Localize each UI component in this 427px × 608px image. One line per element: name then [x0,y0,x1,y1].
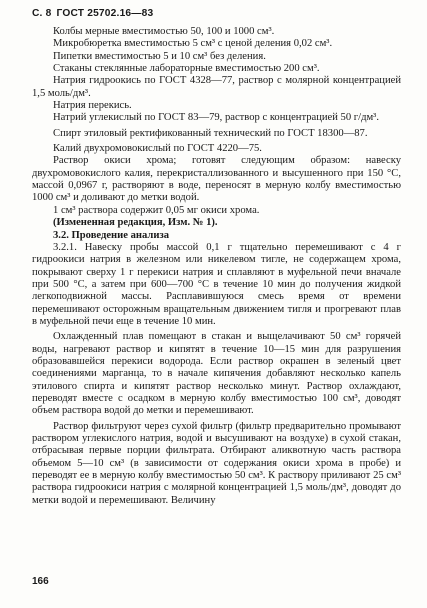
reagent-sodium-carbonate: Натрий углекислый по ГОСТ 83—79, раствор с концентрацией 50 г/дм³. [53,112,380,124]
standard-code: ГОСТ 25702.16—83 [56,8,154,19]
section-heading-analysis: 3.2. Проведение анализа [53,229,169,241]
equipment-pipettes: Пипетки вместимостью 5 и 10 см³ без деления. [53,50,266,62]
page-marker: С. 8 [32,8,52,19]
document-body [32,26,401,507]
chromium-oxide-solution-prep: Раствор окиси хрома; готовят следующим образом: навеску двухромовокислого калия, перекристаллизованного и высушенного при 150 °С, массой 0,0967 г, растворяют в воде, переносят в мерную колбу вместимостью 1000 см³ и доливают до метки водой. [32,155,401,204]
equipment-beakers: Стаканы стеклянные лабораторные вместимостью 200 см³. [53,63,320,75]
reagent-sodium-hydroxide: Натрия гидроокись по ГОСТ 4328—77, раствор с молярной концентрацией 1,5 моль/дм³. [32,75,401,99]
equipment-microburette: Микробюретка вместимостью 5 см³ с ценой деления 0,02 см³. [53,38,333,50]
reagent-sodium-peroxide: Натрия перекись. [53,100,132,112]
procedure-step-leaching: Охлажденный плав помещают в стакан и выщелачивают 50 см³ горячей воды, нагревают раствор и кипятят в течение 10—15 мин для разрушения образовавшейся перекиси водорода. Если раствор окрашен в зеленый цвет соединениями марганца, то в начале кипячения добавляют несколько капель этилового спирта и кипятят раствор несколько минут. Раствор охлаждают, переводят вместе с осадком в мерную колбу вместимостью 100 см³, доводят объем раствора водой до метки и перемешивают. [32,331,401,417]
equipment-flasks: Колбы мерные вместимостью 50, 100 и 1000 см³. [53,26,275,37]
procedure-step-fusion: 3.2.1. Навеску пробы массой 0,1 г тщательно перемешивают с 4 г гидроокиси натрия в железном или никелевом тигле, не содержащем хрома, покрывают сверху 1 г перекиси натрия и сплавляют в муфельной печи вначале при 500 °С, а затем при 600—700 °С в течение 10 мин до получения жидкой легкоподвижной массы. Расплавившуюся смесь время от времени перемешивают осторожным вращательным движением тигля и прогревают плав в муфельной печи еще в течение 10 мин. [32,241,401,327]
page-header [32,8,401,26]
reagent-potassium-dichromate: Калий двухромовокислый по ГОСТ 4220—75. [53,143,262,155]
amendment-note: (Измененная редакция, Изм. № 1). [53,217,218,229]
solution-concentration-note: 1 см³ раствора содержит 0,05 мг окиси хрома. [53,204,260,216]
reagent-ethyl-alcohol: Спирт этиловый ректификованный технический по ГОСТ 18300—87. [53,127,368,139]
procedure-step-filtration: Раствор фильтруют через сухой фильтр (фильтр предварительно промывают раствором углекислого натрия, водой и высушивают на воздухе) в сухой стакан, отбрасывая первые порции фильтрата. Отбирают аликвотную часть раствора объемом 5—10 см³ (в зависимости от содержания окиси хрома в пробе) и переводят ее в мерную колбу вместимостью 50 см³. К раствору приливают 25 см³ раствора гидроокиси натрия с молярной концентрацией 1,5 моль/дм³, доводят до метки водой и перемешивают. Величину [32,420,401,506]
page-number: 166 [32,576,49,587]
